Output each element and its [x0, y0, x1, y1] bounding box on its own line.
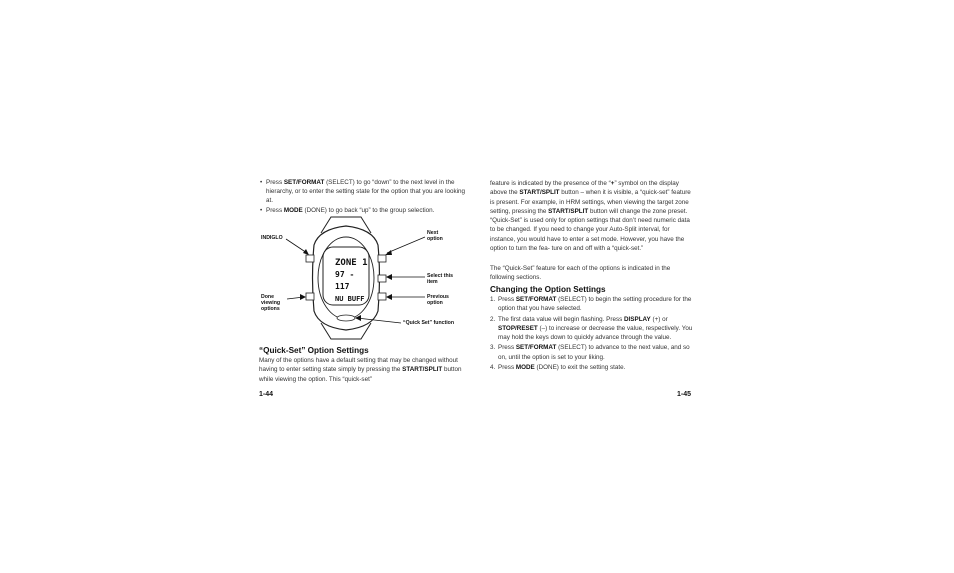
key-name: DISPLAY [624, 315, 651, 323]
watch-display [335, 257, 373, 305]
key-name: MODE [283, 206, 303, 214]
page-number: 1-44 [259, 391, 274, 398]
callout-select-item: Select this item [427, 273, 453, 286]
display-line-2: 97 - 117 [335, 270, 355, 291]
key-name: SET/FORMAT [283, 179, 325, 186]
quick-set-paragraph: Many of the options have a default setting that may be changed without having to enter setting state simply by pressing the START/SPLIT button while viewing the option. This “quick-set” [259, 357, 462, 383]
key-name: MODE [515, 364, 535, 372]
step-item: 4. Press MODE (DONE) to exit the setting state. [490, 364, 626, 372]
instruction-bullets [259, 178, 469, 215]
key-name: START/SPLIT [519, 189, 560, 197]
key-name: START/SPLIT [402, 366, 443, 374]
bullet-item: • Press SET/FORMAT (SELECT) to go “down” to the next level in the hierarchy, or to enter the setting state for the option that you are looking at. [259, 178, 469, 206]
quick-set-continued-paragraph: feature is indicated by the presence of the “+” symbol on the display above the START/SPLIT button – when it is visible, a “quick-set” feature is present. For example, in HRM settings, when viewing the target zone setting, pressing the START/SPLIT button will change the zone preset. “Quick-Set” is used only for option settings that don’t need numeric data to be changed. If you need to change your Auto-Split interval, for instance, you would have to enter a set mode. However, you have the option to turn the fea- ture on and off with a “quick-set.” [490, 180, 691, 253]
key-name: STOP/RESET [498, 324, 538, 332]
section-heading: “Quick-Set” Option Settings [259, 346, 369, 355]
callout-next-option: Next option [427, 230, 443, 243]
callout-previous-option: Previous option [427, 294, 449, 307]
step-item: 1. Press SET/FORMAT (SELECT) to begin the setting procedure for the option that you have selected. [490, 296, 692, 313]
display-line-1: ZONE 1 [335, 258, 368, 268]
key-name: SET/FORMAT [515, 344, 557, 352]
bullet-item: • Press MODE (DONE) to go back “up” to the group selection. [259, 206, 469, 215]
callout-indiglo: INDIGLO [261, 235, 283, 241]
callout-done-viewing: Done viewing options [261, 294, 281, 313]
display-line-3: NU BUFF [335, 295, 365, 303]
sections-note-paragraph: The “Quick-Set” feature for each of the options is indicated in the following sections. [490, 265, 671, 282]
page-number: 1-45 [677, 391, 692, 398]
section-heading: Changing the Option Settings [490, 285, 606, 294]
key-name: START/SPLIT [548, 207, 589, 215]
callout-quick-set: “Quick Set” function [403, 320, 455, 326]
key-name: SET/FORMAT [515, 296, 557, 303]
step-item: 3. Press SET/FORMAT (SELECT) to advance to the next value, and so on, until the option is set to your liking. [490, 344, 690, 361]
setting-steps [490, 295, 695, 373]
watch-figure [259, 215, 469, 340]
step-item: 2. The first data value will begin flashing. Press DISPLAY (+) or STOP/RESET (–) to increase or decrease the value, respectively. You may hold the keys down to quickly advance through the value. [490, 315, 693, 342]
